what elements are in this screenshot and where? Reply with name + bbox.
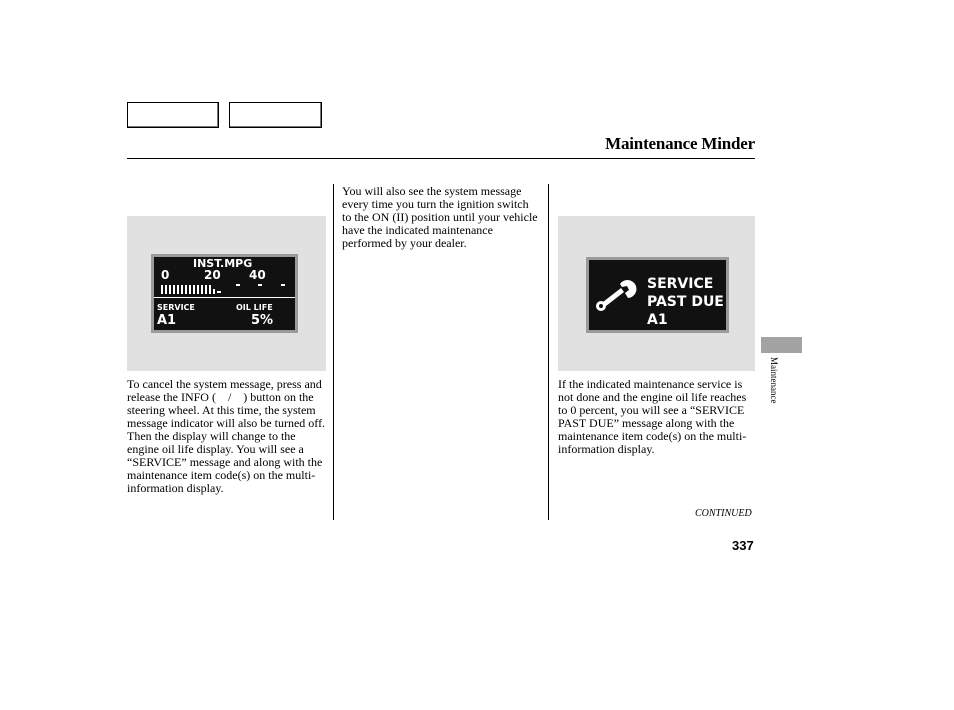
maintenance-code: A1: [157, 313, 177, 328]
scale-20: 20: [204, 268, 221, 282]
display-divider: [154, 297, 295, 298]
column-divider-1: [333, 184, 334, 520]
scale-0: 0: [161, 268, 170, 282]
scale-40: 40: [249, 268, 266, 282]
oil-life-label: OIL LIFE: [236, 303, 273, 312]
continued-label: CONTINUED: [695, 508, 752, 519]
nav-box-right[interactable]: [229, 102, 322, 128]
column-divider-2: [548, 184, 549, 520]
service-text: SERVICE: [647, 276, 714, 292]
section-tab[interactable]: [761, 337, 802, 353]
title-divider: [127, 158, 755, 159]
section-tab-label: Maintenance: [769, 357, 779, 404]
service-past-due-display: [586, 257, 729, 333]
nav-box-left[interactable]: [127, 102, 219, 128]
multi-info-display: [151, 254, 298, 333]
wrench-icon: [593, 276, 637, 316]
middle-column-text: You will also see the system message every time you turn the ignition switch to the ON (II) position until your vehicle have the indicated maintenance performed by your dealer.: [342, 184, 538, 250]
page-title: Maintenance Minder: [605, 134, 755, 153]
service-label: SERVICE: [157, 303, 195, 312]
past-due-code: A1: [647, 312, 668, 328]
left-column-text: To cancel the system message, press and release the INFO ( / ) button on the steering wheel. At this time, the system message indicator will also be turned off. Then the display will change to the engine oil life display. You will see a “SERVICE” message and along with the maintenance item code(s) on the multi-information display.: [127, 377, 326, 495]
mpg-bar-graph: [154, 279, 295, 299]
oil-life-value: 5%: [251, 313, 274, 328]
page-number: 337: [732, 538, 754, 553]
inst-mpg-label: INST.MPG: [193, 257, 253, 270]
figure-right: [558, 216, 755, 371]
past-due-text: PAST DUE: [647, 294, 724, 310]
right-column-text: If the indicated maintenance service is not done and the engine oil life reaches to 0 percent, you will see a “SERVICE PAST DUE” message along with the maintenance item code(s) on the multi-information display.: [558, 377, 747, 456]
figure-left: [127, 216, 326, 371]
